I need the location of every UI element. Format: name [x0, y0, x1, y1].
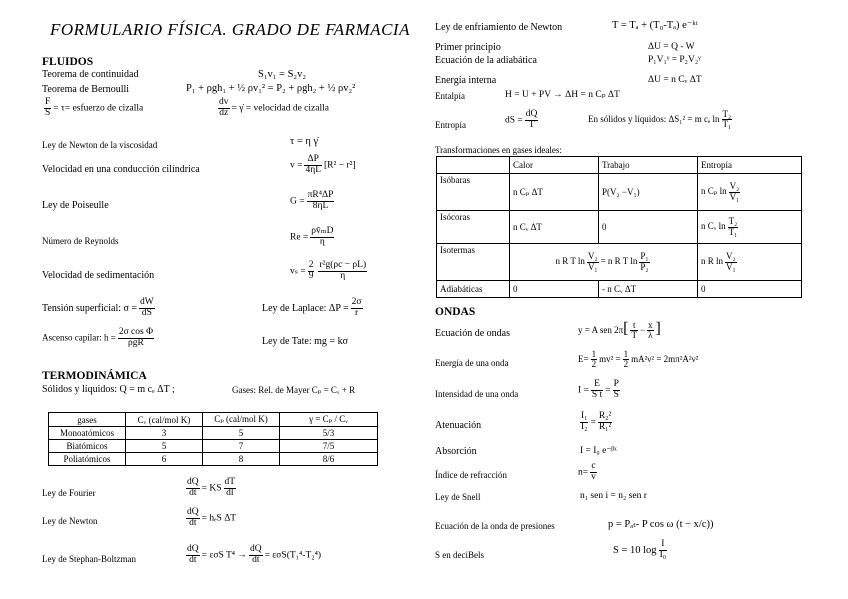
primer-formula: ΔU = Q - W [648, 42, 695, 52]
isotermas-cell: Isotermas [437, 244, 510, 281]
refraccion-lhs: n= [578, 467, 589, 478]
continuidad-label: Teorema de continuidad [42, 69, 139, 80]
fourier-mid: = KS [201, 483, 222, 494]
atenuacion-den2: R₁² [598, 421, 612, 432]
capilar-row [42, 328, 156, 349]
transformaciones-table [436, 156, 802, 298]
transf-table-header [437, 157, 802, 174]
poiseulle-den: 8ηL [312, 200, 329, 211]
newton-den: dt [189, 517, 197, 528]
fourier-num: dQ [187, 477, 199, 487]
isocoras-den: T₁ [728, 226, 738, 237]
isobaras-den: V₁ [729, 191, 740, 202]
newton-visc-label: Ley de Newton de la viscosidad [42, 140, 158, 150]
conduccion-num: ΔP [304, 155, 322, 166]
gradiente-text: = γ̇ = velocidad de cizalla [231, 103, 329, 114]
primer-label: Primer principio [435, 42, 501, 53]
refraccion-num: c [591, 461, 596, 471]
refraccion-label: Índice de refracción [435, 470, 507, 480]
decibels-lhs: S = 10 log [613, 544, 657, 556]
fourier-num2: dT [224, 477, 236, 487]
enfriamiento-formula: T = Tₐ + (T₀-Tₐ) e⁻ᵏᵗ [612, 20, 698, 31]
stephan-num: dQ [187, 544, 199, 554]
adiabaticas-calor-cell: 0 [510, 281, 599, 298]
adiabatica-formula: P₁V₁ᵞ = P₂V₂ᵞ [648, 55, 701, 65]
energia-label: Energía interna [435, 75, 497, 86]
stephan-den2: dt [252, 554, 260, 565]
stephan-num2: dQ [249, 544, 262, 554]
fourier-den: dt [189, 487, 197, 498]
ecuacion-ondas-label: Ecuación de ondas [435, 328, 510, 339]
table-row [437, 281, 802, 298]
conduccion-label: Velocidad en una conducción cilíndrica [42, 164, 200, 175]
laplace-lhs: ΔP = [328, 302, 349, 314]
gas-type-cell: Poliatómicos [49, 453, 126, 466]
bernoulli-formula: P₁ + ρgh₁ + ½ ρv₁² = P₂ + ρgh₂ + ½ ρv₂² [186, 83, 356, 94]
entalpia-formula: H = U + PV → ΔH = n Cₚ ΔT [505, 90, 620, 100]
ondas-heading: ONDAS [435, 306, 476, 318]
isocoras-cell: Isócoras [437, 211, 510, 244]
intensidad-label: Intensidad de una onda [435, 389, 519, 399]
gases-header-cell: gases [49, 413, 126, 427]
newton-num: dQ [187, 507, 199, 517]
tension-lhs: σ = [123, 302, 138, 314]
energia-onda-lhs: E= [578, 354, 589, 364]
gamma-header-cell: γ = Cₚ / Cᵥ [280, 413, 378, 427]
entropia-num2: T₂ [722, 109, 732, 119]
gradiente-den: dz [219, 107, 229, 118]
atenuacion-den: I₂ [581, 421, 588, 432]
poiseulle-label: Ley de Poiseulle [42, 200, 109, 211]
atenuacion-num2: R₂² [598, 411, 612, 421]
enfriamiento-label: Ley de enfriamiento de Newton [435, 22, 563, 33]
table-row [437, 244, 802, 281]
fourier-label: Ley de Fourier [42, 488, 96, 498]
sedimentacion-den2: η [340, 270, 346, 281]
cp-cell: 5 [203, 427, 280, 440]
conduccion-formula [290, 155, 356, 176]
atenuacion-mid: = [590, 417, 596, 428]
fluidos-heading: FLUIDOS [42, 56, 94, 68]
intensidad-lhs: I = [578, 385, 589, 396]
adiabaticas-entropia-cell: 0 [698, 281, 802, 298]
decibels-num: I [659, 540, 667, 551]
calor-header-cell: Calor [510, 157, 599, 174]
sedimentacion-label: Velocidad de sedimentación [42, 270, 155, 281]
cp-cell: 8 [203, 453, 280, 466]
gases-table [48, 412, 378, 466]
mayer-text: Gases: Rel. de Mayer Cₚ = Cᵥ + R [232, 385, 356, 395]
isobaras-entropia-text: n Cₚ ln [701, 186, 727, 197]
intensidad-num2: P [613, 379, 619, 389]
gamma-cell: 5/3 [280, 427, 378, 440]
reynolds-lhs: Re = [290, 232, 309, 243]
isobaras-trabajo-cell: P(V₂ −V₁) [599, 174, 698, 211]
snell-label: Ley de Snell [435, 492, 481, 502]
entropia-lhs: dS = [505, 115, 523, 126]
presiones-label: Ecuación de la onda de presiones [435, 521, 555, 531]
absorcion-label: Absorción [435, 446, 477, 457]
intensidad-formula [578, 380, 622, 401]
termo-heading: TERMODINÁMICA [42, 370, 147, 382]
gas-type-cell: Biatómicos [49, 440, 126, 453]
table-row [437, 211, 802, 244]
energia-formula: ΔU = n Cᵥ ΔT [648, 75, 702, 85]
stephan-label: Ley de Stephan-Boltzman [42, 554, 136, 564]
conduccion-rhs: [R² − r²] [324, 160, 356, 171]
continuidad-formula: S₁v₁ = S₂v₂ [258, 69, 306, 80]
decibels-label: S en deciBels [435, 550, 484, 560]
decibels-den: I₀ [659, 549, 667, 560]
poiseulle-lhs: G = [290, 196, 305, 207]
bernoulli-label: Teorema de Bernoulli [42, 84, 130, 95]
atenuacion-num: I₁ [581, 411, 588, 421]
laplace-row [262, 298, 365, 319]
capilar-den: ρgR [128, 337, 144, 348]
reynolds-formula [290, 227, 336, 248]
sedimentacion-den: 9 [308, 270, 314, 281]
absorcion-formula: I = I₀ e⁻ᵝˣ [580, 446, 617, 456]
isobaras-cell: Isóbaras [437, 174, 510, 211]
energia-onda-num2: 1 [623, 349, 629, 359]
stephan-formula [184, 545, 321, 566]
laplace-den: r [355, 307, 359, 318]
gradiente-row [216, 98, 329, 119]
intensidad-num: E [591, 380, 603, 391]
entropia-num: dQ [525, 109, 538, 119]
cv-cell: 3 [126, 427, 203, 440]
snell-formula: n₁ sen i = n₂ sen r [580, 491, 647, 501]
isotermas-num3: V₂ [726, 251, 736, 262]
gradiente-num: dv [219, 97, 229, 107]
entalpia-label: Entalpía [435, 91, 465, 101]
reynolds-num: ρv̄ₘD [311, 226, 334, 236]
ecuacion-num2: x [648, 320, 653, 330]
energia-onda-formula [578, 350, 698, 370]
sedimentacion-num: 2 [308, 260, 314, 270]
ecuacion-lhs: y = A sen 2π [578, 325, 624, 335]
capilar-lhs: h = [103, 332, 116, 343]
table-row [49, 453, 378, 466]
tate-label: Ley de Tate: [262, 336, 312, 347]
energia-onda-rhs: mA²ν² = 2mπ²A²ν² [631, 354, 699, 364]
isocoras-num: T₂ [728, 216, 738, 227]
table-row [437, 174, 802, 211]
intensidad-den2: S [613, 389, 619, 400]
energia-onda-label: Energía de una onda [435, 358, 509, 368]
isotermas-pre: n R T ln [555, 256, 585, 267]
gamma-cell: 8/6 [280, 453, 378, 466]
ecuacion-ondas-formula: y = A sen 2π[ $\frac{t}{T}$ − $\frac{x}{\lambda}$ ] [578, 320, 661, 341]
stephan-rhs: = εσS(T₁⁴-T₂⁴) [264, 550, 322, 561]
reynolds-den: η [319, 236, 325, 247]
isotermas-calor-trabajo-cell [510, 244, 698, 281]
page-title: FORMULARIO FÍSICA. GRADO DE FARMACIA [50, 20, 410, 39]
stephan-mid: = εσS T⁴ → [201, 550, 247, 561]
trabajo-header-cell: Trabajo [599, 157, 698, 174]
fourier-formula [184, 478, 238, 499]
ecuacion-num: t [630, 321, 638, 331]
adiabatica-label: Ecuación de la adiabática [435, 55, 537, 66]
refraccion-den: v [591, 471, 596, 482]
isotermas-entropia-cell [698, 244, 802, 281]
adiabaticas-cell: Adiabáticas [437, 281, 510, 298]
isobaras-entropia-cell [698, 174, 802, 211]
isobaras-calor-cell: n Cₚ ΔT [510, 174, 599, 211]
stephan-den: dt [189, 554, 197, 565]
isotermas-num: V₂ [587, 251, 598, 262]
laplace-num: 2σ [351, 297, 362, 307]
capilar-label: Ascenso capilar: [42, 332, 102, 343]
newton-rhs: = hₑS ΔT [201, 513, 237, 524]
entropia-den: T [528, 119, 535, 130]
conduccion-den: 4ηL [305, 164, 322, 175]
cp-header-cell: Cₚ (cal/mol K) [203, 413, 280, 427]
gas-type-cell: Monoatómicos [49, 427, 126, 440]
isocoras-calor-cell: n Cᵥ ΔT [510, 211, 599, 244]
isotermas-entropia-text: n R ln [701, 256, 724, 267]
transf-heading: Transformaciones en gases ideales: [435, 145, 562, 155]
isotermas-den2: P₂ [640, 261, 649, 272]
entropia-den2: T₁ [722, 119, 732, 130]
newton-visc-formula: τ = η γ̇ [290, 136, 319, 147]
intensidad-den: S t [591, 389, 603, 400]
entropia-solidos [588, 110, 734, 130]
gases-table-header [49, 413, 378, 427]
presiones-formula: p = Pₐₜ- P cos ω (t − x/c)) [608, 519, 714, 530]
blank-header-cell [437, 157, 510, 174]
cv-cell: 6 [126, 453, 203, 466]
poiseulle-num: πR⁴ΔP [307, 190, 334, 200]
tension-label: Tensión superficial: [42, 302, 121, 314]
tate-row [262, 336, 348, 348]
cv-header-cell: Cᵥ (cal/mol K) [126, 413, 203, 427]
isocoras-entropia-text: n Cᵥ ln [701, 221, 726, 232]
refraccion-formula [578, 462, 599, 483]
tension-den: dS [141, 307, 152, 318]
conduccion-lhs: v = [290, 160, 303, 171]
energia-onda-den2: 2 [623, 359, 629, 370]
entropia-label: Entropía [435, 120, 466, 130]
sedimentacion-formula [290, 261, 369, 282]
isobaras-num: V₂ [729, 181, 740, 192]
gamma-cell: 7/5 [280, 440, 378, 453]
cizalla-num: F [45, 97, 51, 107]
tension-row [42, 298, 157, 319]
intensidad-mid: = [605, 385, 611, 396]
energia-onda-num: 1 [591, 349, 597, 359]
newton-label: Ley de Newton [42, 516, 98, 526]
tate-formula: mg = kσ [314, 336, 348, 347]
isotermas-mid: = n R T ln [600, 256, 638, 267]
fourier-den2: dl [226, 487, 234, 498]
laplace-label: Ley de Laplace: [262, 302, 327, 314]
isotermas-num2: P₁ [640, 251, 649, 262]
cizalla-row [42, 98, 143, 119]
tension-num: dW [140, 297, 154, 307]
ecuacion-den: T [631, 330, 637, 341]
table-row [49, 440, 378, 453]
isotermas-den: V₁ [587, 261, 598, 272]
isocoras-trabajo-cell: 0 [599, 211, 698, 244]
adiabaticas-trabajo-cell: - n Cᵥ ΔT [599, 281, 698, 298]
reynolds-label: Número de Reynolds [42, 236, 119, 246]
atenuacion-formula [578, 412, 614, 433]
cizalla-den: S [45, 107, 51, 118]
sedimentacion-lhs: vₛ = [290, 266, 306, 277]
atenuacion-label: Atenuación [435, 420, 482, 431]
ecuacion-den2: λ [648, 330, 653, 341]
isotermas-den3: V₁ [726, 261, 736, 272]
energia-onda-mid: mv² = [599, 354, 621, 364]
cv-cell: 5 [126, 440, 203, 453]
decibels-formula [613, 540, 669, 561]
cp-cell: 7 [203, 440, 280, 453]
capilar-num: 2σ cos Φ [118, 327, 154, 337]
poiseulle-formula [290, 191, 336, 212]
table-row [49, 427, 378, 440]
solidos-text: Sólidos y líquidos: Q = m cₑ ΔT ; [42, 384, 175, 395]
cizalla-text: = τ= esfuerzo de cizalla [53, 103, 144, 114]
energia-onda-den: 2 [591, 359, 597, 370]
newton-formula [184, 508, 236, 529]
entropia-solidos-text: En sólidos y líquidos: ΔS₁² = m cₑ ln [588, 114, 720, 124]
entropia-header-cell: Entropía [698, 157, 802, 174]
sedimentacion-num2: r²g(ρc − ρL) [319, 260, 367, 270]
ecuacion-minus: − [639, 325, 646, 335]
isocoras-entropia-cell [698, 211, 802, 244]
entropia-formula [505, 110, 540, 131]
